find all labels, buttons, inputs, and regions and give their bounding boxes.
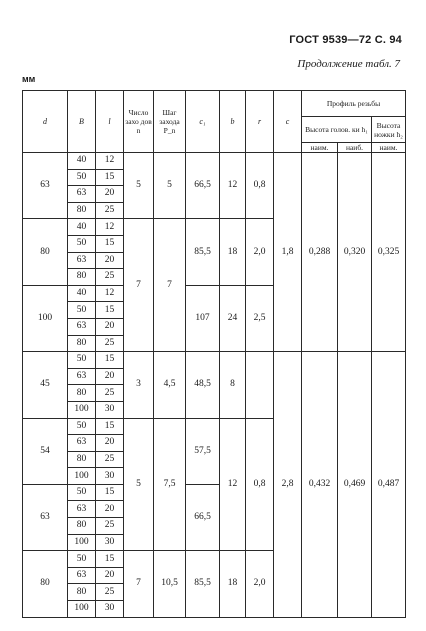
cell-c1: 57,5	[186, 418, 220, 484]
cell-B: 50	[68, 302, 96, 319]
col-c1: c₁	[186, 91, 220, 153]
cell-l: 25	[96, 584, 124, 601]
cell-r	[246, 352, 274, 418]
cell-h2-min: 0,325	[372, 153, 406, 352]
cell-B: 63	[68, 501, 96, 518]
cell-B: 50	[68, 484, 96, 501]
col-d: d	[23, 91, 68, 153]
cell-B: 100	[68, 468, 96, 485]
cell-d: 100	[23, 285, 68, 351]
table-row	[23, 352, 406, 369]
cell-r: 2,5	[246, 285, 274, 351]
cell-l: 20	[96, 435, 124, 452]
cell-B: 63	[68, 567, 96, 584]
cell-B: 50	[68, 418, 96, 435]
cell-l: 30	[96, 534, 124, 551]
cell-l: 20	[96, 318, 124, 335]
cell-starts: 7	[124, 551, 154, 617]
cell-b: 18	[220, 219, 246, 285]
cell-b: 18	[220, 551, 246, 617]
cell-h1-max: 0,469	[338, 352, 372, 618]
thread-dimensions-table	[22, 90, 406, 618]
cell-starts: 5	[124, 418, 154, 551]
cell-B: 100	[68, 401, 96, 418]
col-starts: Число захо дов n	[124, 91, 154, 153]
col-b: b	[220, 91, 246, 153]
cell-d: 54	[23, 418, 68, 484]
table-row	[23, 153, 406, 170]
document-reference: ГОСТ 9539—72 С. 94	[289, 34, 402, 46]
cell-l: 12	[96, 153, 124, 170]
cell-c: 1,8	[274, 153, 302, 352]
cell-B: 50	[68, 169, 96, 186]
cell-starts: 3	[124, 352, 154, 418]
cell-c1: 85,5	[186, 551, 220, 617]
col-l: l	[96, 91, 124, 153]
cell-l: 20	[96, 252, 124, 269]
cell-B: 100	[68, 601, 96, 618]
cell-d: 63	[23, 484, 68, 550]
cell-B: 80	[68, 335, 96, 352]
col-leg-min: наим.	[372, 143, 406, 153]
cell-d: 63	[23, 153, 68, 219]
cell-b: 12	[220, 418, 246, 551]
cell-r: 2,0	[246, 551, 274, 617]
col-head-max: наиб.	[338, 143, 372, 153]
cell-l: 20	[96, 501, 124, 518]
cell-B: 40	[68, 285, 96, 302]
cell-B: 80	[68, 451, 96, 468]
table-continuation-caption: Продолжение табл. 7	[297, 58, 400, 70]
cell-B: 40	[68, 153, 96, 170]
col-r: r	[246, 91, 274, 153]
col-profile-group: Профиль резьбы	[302, 91, 406, 117]
cell-l: 30	[96, 468, 124, 485]
cell-B: 63	[68, 252, 96, 269]
cell-c1: 66,5	[186, 484, 220, 550]
cell-l: 30	[96, 401, 124, 418]
cell-c1: 85,5	[186, 219, 220, 285]
cell-B: 80	[68, 518, 96, 535]
cell-l: 25	[96, 335, 124, 352]
cell-l: 20	[96, 186, 124, 203]
col-head-height: Высота голов. ки h₁	[302, 117, 372, 143]
cell-r: 0,8	[246, 418, 274, 551]
cell-b: 12	[220, 153, 246, 219]
cell-l: 15	[96, 302, 124, 319]
cell-pitch: 4,5	[154, 352, 186, 418]
cell-B: 63	[68, 186, 96, 203]
cell-B: 50	[68, 551, 96, 568]
cell-b: 8	[220, 352, 246, 418]
cell-l: 25	[96, 385, 124, 402]
cell-l: 12	[96, 219, 124, 236]
cell-l: 15	[96, 235, 124, 252]
cell-pitch: 7	[154, 219, 186, 352]
cell-B: 50	[68, 352, 96, 369]
cell-pitch: 10,5	[154, 551, 186, 617]
cell-B: 63	[68, 435, 96, 452]
cell-l: 15	[96, 169, 124, 186]
cell-l: 25	[96, 451, 124, 468]
cell-l: 25	[96, 202, 124, 219]
cell-starts: 5	[124, 153, 154, 219]
cell-B: 80	[68, 269, 96, 286]
cell-d: 80	[23, 551, 68, 617]
cell-pitch: 7,5	[154, 418, 186, 551]
cell-h1-max: 0,320	[338, 153, 372, 352]
cell-h1-min: 0,432	[302, 352, 338, 618]
cell-B: 80	[68, 202, 96, 219]
cell-l: 20	[96, 368, 124, 385]
cell-l: 15	[96, 551, 124, 568]
cell-c1: 48,5	[186, 352, 220, 418]
cell-l: 15	[96, 484, 124, 501]
cell-l: 30	[96, 601, 124, 618]
cell-c: 2,8	[274, 352, 302, 618]
cell-d: 80	[23, 219, 68, 285]
cell-l: 20	[96, 567, 124, 584]
units-label: мм	[22, 74, 36, 84]
cell-h1-min: 0,288	[302, 153, 338, 352]
cell-l: 15	[96, 418, 124, 435]
col-pitch: Шаг захода P_n	[154, 91, 186, 153]
cell-l: 25	[96, 518, 124, 535]
col-head-min: наим.	[302, 143, 338, 153]
cell-B: 40	[68, 219, 96, 236]
cell-B: 63	[68, 318, 96, 335]
col-leg-height: Высота ножки h₂	[372, 117, 406, 143]
cell-c1: 107	[186, 285, 220, 351]
cell-r: 2,0	[246, 219, 274, 285]
cell-B: 100	[68, 534, 96, 551]
cell-l: 15	[96, 352, 124, 369]
cell-r: 0,8	[246, 153, 274, 219]
cell-h2-min: 0,487	[372, 352, 406, 618]
cell-d: 45	[23, 352, 68, 418]
cell-B: 80	[68, 385, 96, 402]
cell-c1: 66,5	[186, 153, 220, 219]
cell-B: 80	[68, 584, 96, 601]
cell-b: 24	[220, 285, 246, 351]
cell-l: 25	[96, 269, 124, 286]
cell-pitch: 5	[154, 153, 186, 219]
cell-B: 63	[68, 368, 96, 385]
col-c: c	[274, 91, 302, 153]
col-B: B	[68, 91, 96, 153]
cell-l: 12	[96, 285, 124, 302]
cell-starts: 7	[124, 219, 154, 352]
cell-B: 50	[68, 235, 96, 252]
